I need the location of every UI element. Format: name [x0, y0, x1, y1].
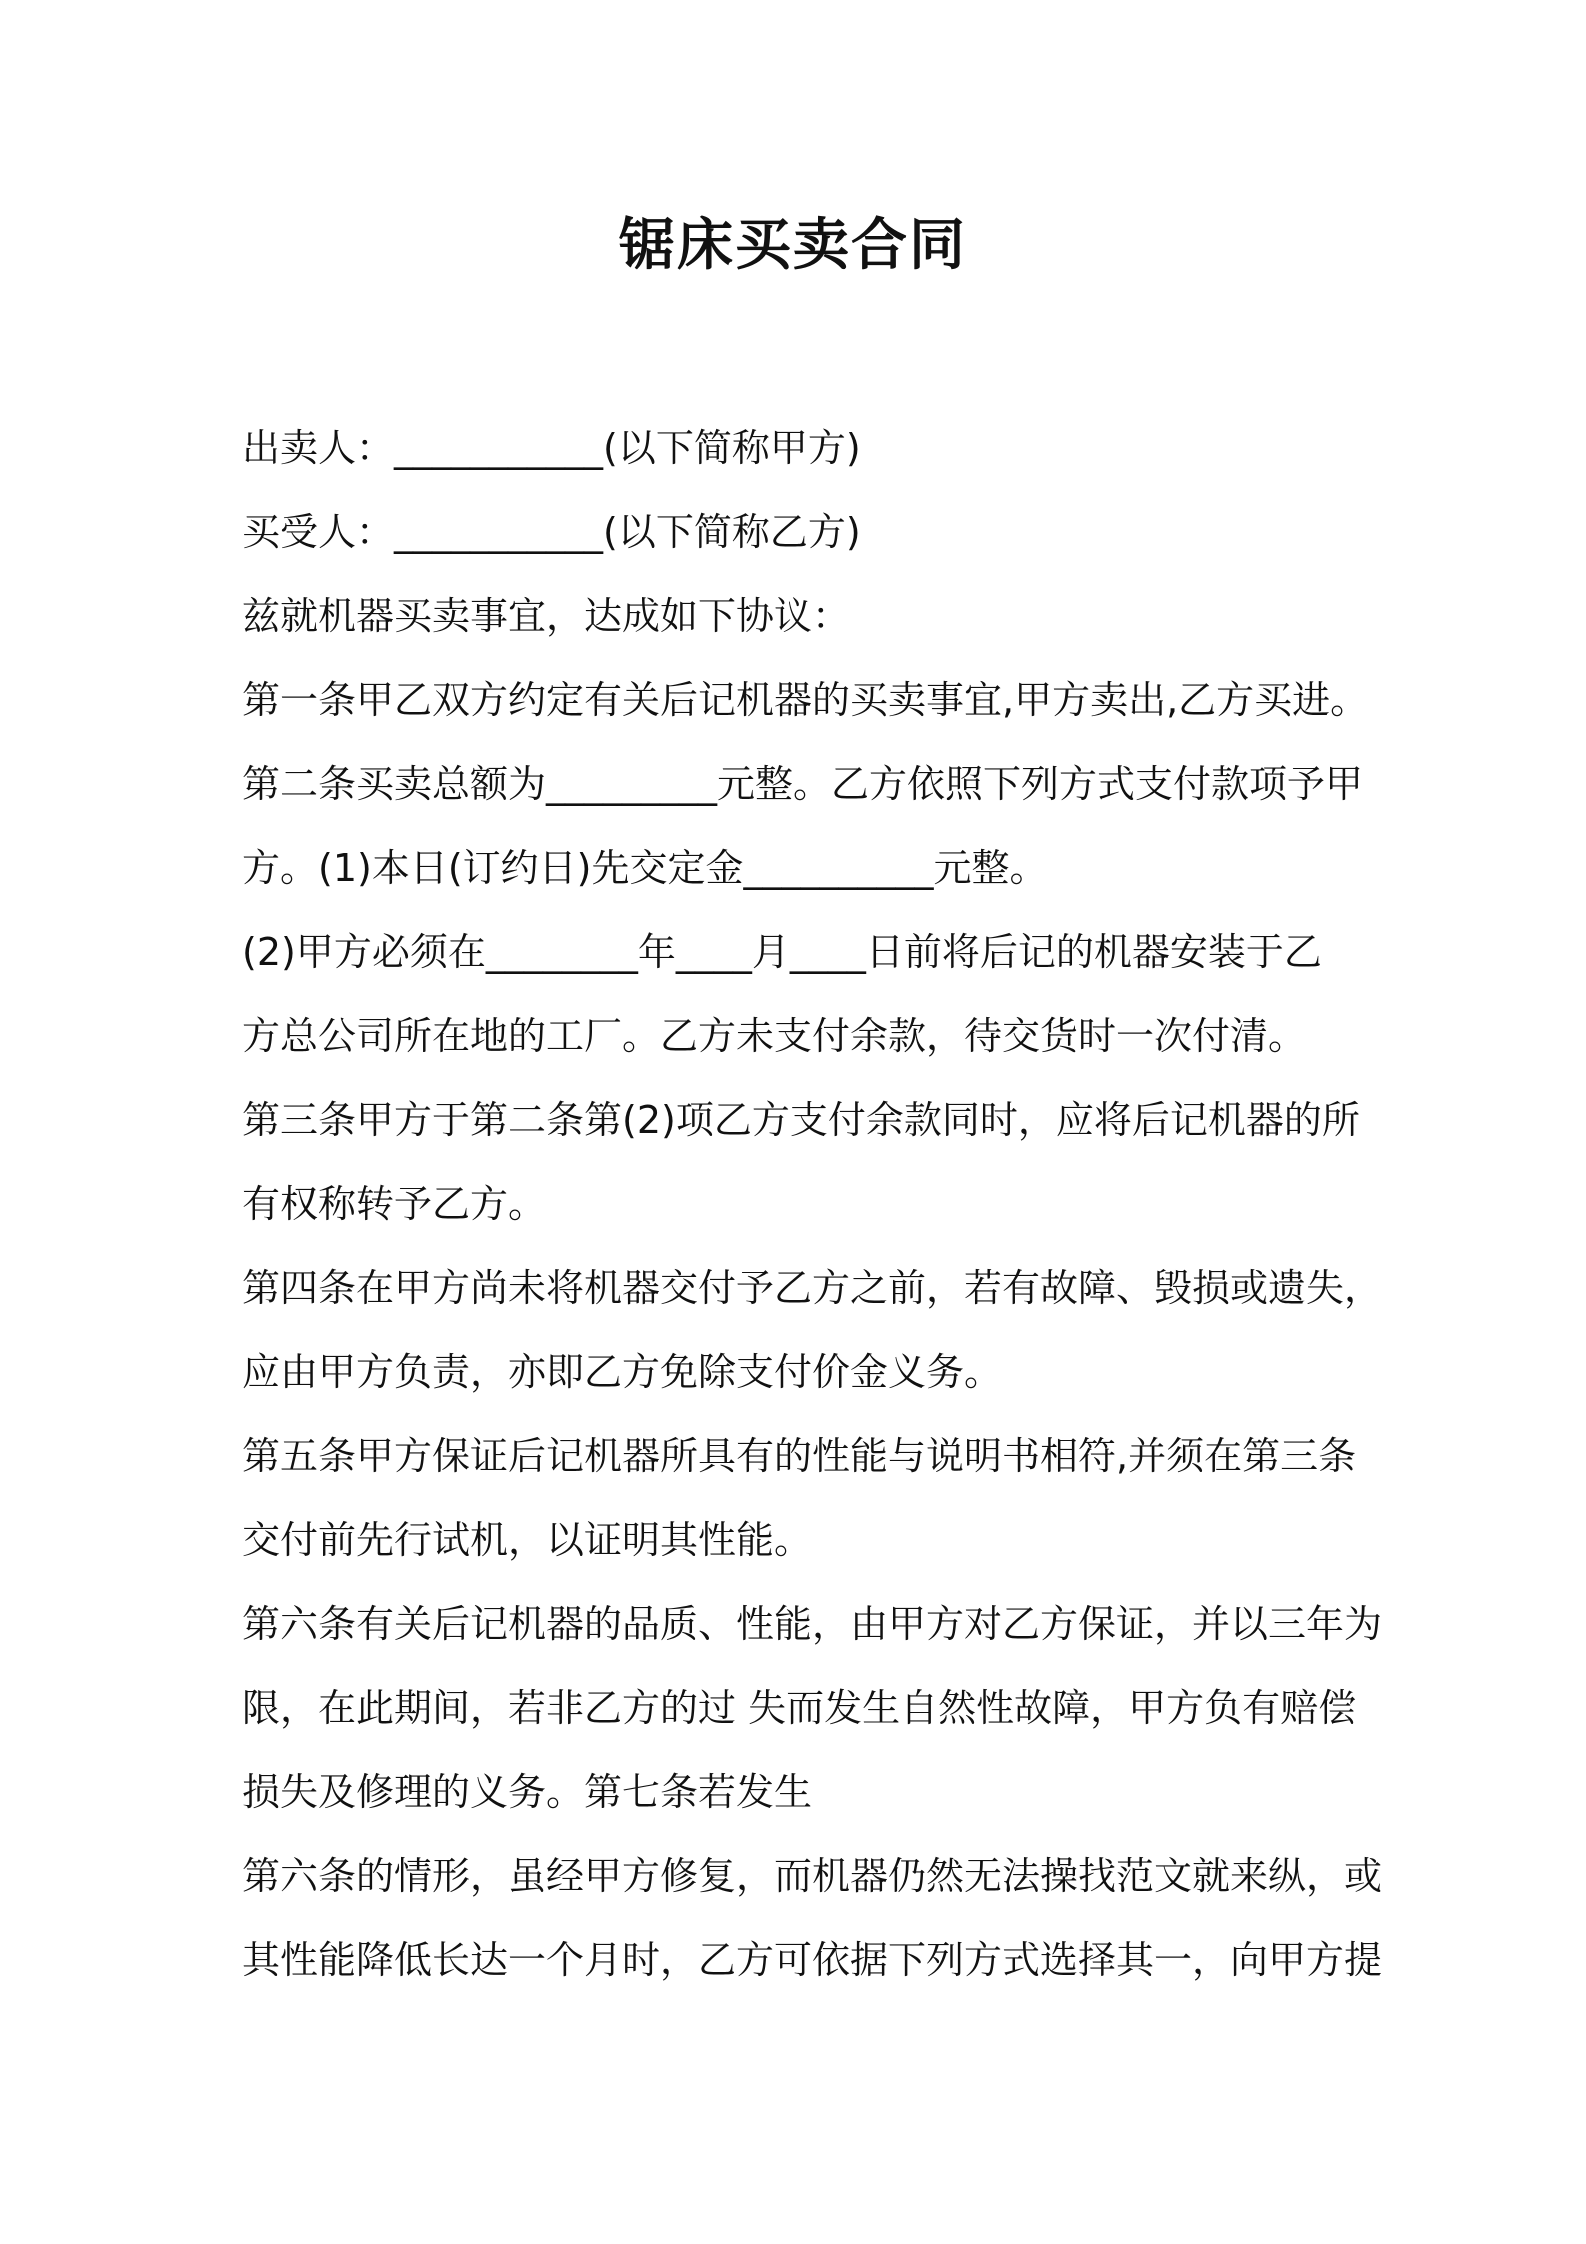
clause-line: 第二条买卖总额为_________元整。乙方依照下列方式支付款项予甲 [242, 762, 1364, 806]
document-body [242, 406, 1383, 2002]
document-title: 锯床买卖合同 [619, 213, 967, 278]
clause-line: 交付前先行试机，以证明其性能。 [242, 1518, 813, 1562]
preamble-line: 兹就机器买卖事宜，达成如下协议： [242, 594, 851, 638]
buyer-line: 买受人：___________(以下简称乙方) [242, 510, 861, 554]
seller-line: 出卖人：___________(以下简称甲方) [242, 426, 861, 470]
clause-line: 其性能降低长达一个月时，乙方可依据下列方式选择其一，向甲方提 [242, 1938, 1383, 1982]
clause-line: 方。(1)本日(订约日)先交定金__________元整。 [242, 846, 1048, 890]
clause-line: 第五条甲方保证后记机器所具有的性能与说明书相符,并须在第三条 [242, 1434, 1357, 1478]
clause-line: 限，在此期间，若非乙方的过 失而发生自然性故障，甲方负有赔偿 [242, 1686, 1357, 1730]
clause-line: 第四条在甲方尚未将机器交付予乙方之前，若有故障、毁损或遗失， [242, 1266, 1383, 1310]
clause-line: 第六条有关后记机器的品质、性能，由甲方对乙方保证，并以三年为 [242, 1602, 1383, 1646]
clause-line: 损失及修理的义务。第七条若发生 [242, 1770, 813, 1814]
clause-line: 第三条甲方于第二条第(2)项乙方支付余款同时，应将后记机器的所 [242, 1098, 1360, 1142]
clause-line: 第六条的情形，虽经甲方修复，而机器仍然无法操找范文就来纵，或 [242, 1854, 1383, 1898]
clause-line: 有权称转予乙方。 [242, 1182, 547, 1226]
clause-line: 第一条甲乙双方约定有关后记机器的买卖事宜,甲方卖出,乙方买进。 [242, 678, 1369, 722]
clause-line: 方总公司所在地的工厂。乙方未支付余款，待交货时一次付清。 [242, 1014, 1307, 1058]
clause-line: (2)甲方必须在________年____月____日前将后记的机器安装于乙 [242, 930, 1322, 974]
clause-line: 应由甲方负责，亦即乙方免除支付价金义务。 [242, 1350, 1003, 1394]
